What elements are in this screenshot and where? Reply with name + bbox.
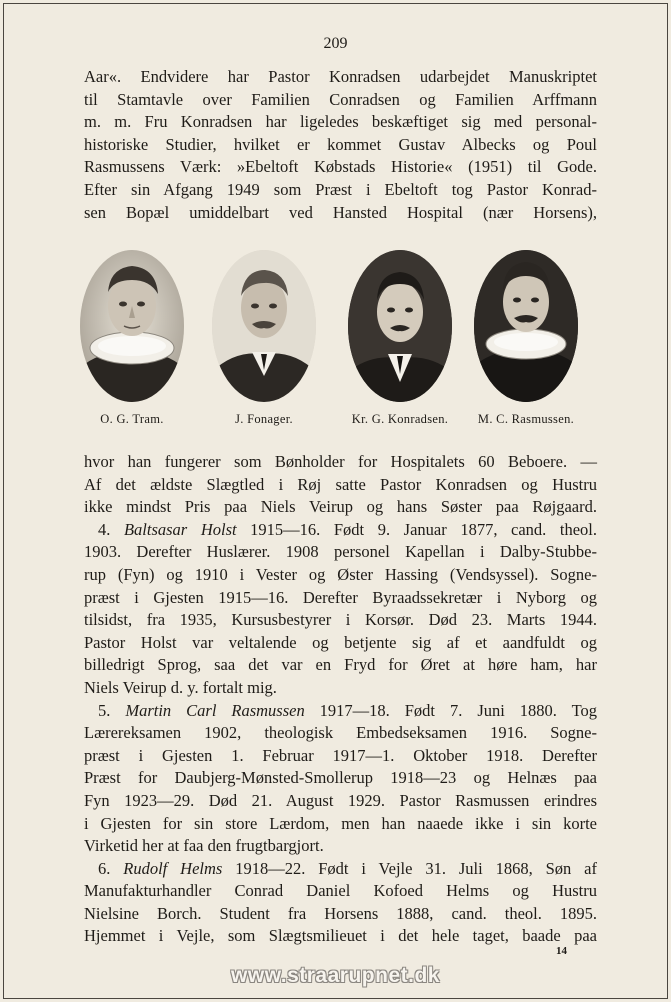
text-line: sen Bopæl umiddelbart ved Hansted Hospital (nær Horsens), bbox=[84, 202, 597, 222]
text-line: Niels Veirup d. y. fortalt mig. bbox=[84, 677, 277, 697]
text-line: Pastor Holst var veltalende og betjente sig af et aandfuldt og bbox=[84, 632, 597, 652]
text-line: præst i Gjesten 1915—16. Derefter Byraadssekretær i Nyborg og bbox=[84, 587, 597, 607]
text-line bbox=[84, 519, 597, 542]
portrait-fonager bbox=[204, 250, 324, 427]
text-line: Rasmussens Værk: »Ebeltoft Købstads Historie« (1951) til Gode. bbox=[84, 157, 597, 177]
text-line: Efter sin Afgang 1949 som Præst i Ebeltoft tog Pastor Konrad- bbox=[84, 179, 597, 199]
portrait-image bbox=[80, 250, 184, 402]
text-line: i Gjesten for sin store Lærdom, men han naaede ikke i sin korte bbox=[84, 813, 597, 833]
signature-mark: 14 bbox=[556, 945, 567, 957]
paragraph-helms bbox=[84, 858, 597, 948]
text-line: Manufakturhandler Conrad Daniel Kofoed Helms og Hustru bbox=[84, 881, 597, 901]
text-line: billedrigt Sprog, saa det var en Fryd for Øret at høre ham, har bbox=[84, 655, 597, 675]
text-top bbox=[84, 66, 597, 224]
paragraph-top bbox=[84, 66, 597, 224]
entry-number: 5. bbox=[98, 700, 111, 720]
portrait-rasmussen bbox=[466, 250, 586, 427]
text-line: tilsidst, fra 1935, Kursusbestyrer i Korsør. Død 23. Marts 1944. bbox=[84, 610, 597, 630]
paragraph-rasmussen bbox=[84, 700, 597, 858]
portrait-image bbox=[212, 250, 316, 402]
text-line: m. m. Fru Konradsen har ligeledes beskæftiget sig med personal- bbox=[84, 112, 597, 132]
text-line: Hjemmet i Vejle, som Slægtsmilieuet i det hele taget, baade paa bbox=[84, 926, 597, 946]
portrait-row bbox=[80, 250, 590, 440]
portrait-caption: J. Fonager. bbox=[235, 412, 293, 426]
portrait-konradsen bbox=[340, 250, 460, 427]
entry-number: 6. bbox=[98, 858, 111, 878]
entry-text: 1917—18. Født 7. Juni 1880. Tog bbox=[319, 700, 598, 720]
portrait-caption: M. C. Rasmussen. bbox=[477, 412, 575, 426]
text-line: Nielsine Borch. Student fra Horsens 1888, cand. theol. 1895. bbox=[84, 903, 597, 923]
text-line: rup (Fyn) og 1910 i Vester og Øster Hassing (Vendsyssel). Sogne- bbox=[84, 564, 597, 584]
text-bottom bbox=[84, 451, 597, 948]
text-line bbox=[84, 700, 597, 723]
text-line bbox=[84, 858, 597, 881]
portrait-caption: Kr. G. Konradsen. bbox=[351, 412, 449, 426]
text-line: Aar«. Endvidere har Pastor Konradsen udarbejdet Manuskriptet bbox=[84, 67, 597, 86]
text-line: ikke mindst Pris paa Niels Veirup og hans Søster paa Røjgaard. bbox=[84, 497, 597, 517]
paragraph-holst bbox=[84, 519, 597, 700]
person-name: Baltsasar Holst bbox=[123, 519, 237, 539]
text-line: Lærereksamen 1902, theologisk Embedseksamen 1916. Sogne- bbox=[84, 723, 597, 743]
paragraph-continuation bbox=[84, 451, 597, 519]
text-line: historiske Studier, hvilket er kommet Gustav Albecks og Poul bbox=[84, 134, 597, 154]
text-line: præst i Gjesten 1. Februar 1917—1. Oktober 1918. Derefter bbox=[84, 745, 597, 765]
entry-text: 1915—16. Født 9. Januar 1877, cand. theol. bbox=[250, 519, 598, 539]
text-line: hvor han fungerer som Bønholder for Hospitalets 60 Beboere. — bbox=[84, 452, 597, 471]
entry-number: 4. bbox=[98, 519, 111, 539]
portrait-caption: O. G. Tram. bbox=[100, 412, 164, 426]
site-watermark: www.straarupnet.dk bbox=[231, 964, 440, 987]
text-line: Af det ældste Slægtled i Røj satte Pastor Konradsen og Hustru bbox=[84, 474, 597, 494]
portrait-image bbox=[348, 250, 452, 402]
entry-text: 1918—22. Født i Vejle 31. Juli 1868, Søn af bbox=[235, 858, 597, 878]
text-line: Virketid her at faa den frugtbargjort. bbox=[84, 836, 324, 856]
page-number: 209 bbox=[323, 35, 348, 52]
portrait-image bbox=[474, 250, 578, 402]
person-name: Rudolf Helms bbox=[123, 858, 223, 878]
text-line: til Stamtavle over Familien Conradsen og Familien Arffmann bbox=[84, 89, 597, 109]
person-name: Martin Carl Rasmussen bbox=[125, 700, 305, 720]
portrait-tram bbox=[72, 250, 192, 427]
text-line: Fyn 1923—29. Død 21. August 1929. Pastor Rasmussen erindres bbox=[84, 790, 597, 810]
text-line: 1903. Derefter Huslærer. 1908 personel Kapellan i Dalby-Stubbe- bbox=[84, 542, 597, 562]
text-line: Præst for Daubjerg-Mønsted-Smollerup 1918—23 og Helnæs paa bbox=[84, 768, 597, 788]
